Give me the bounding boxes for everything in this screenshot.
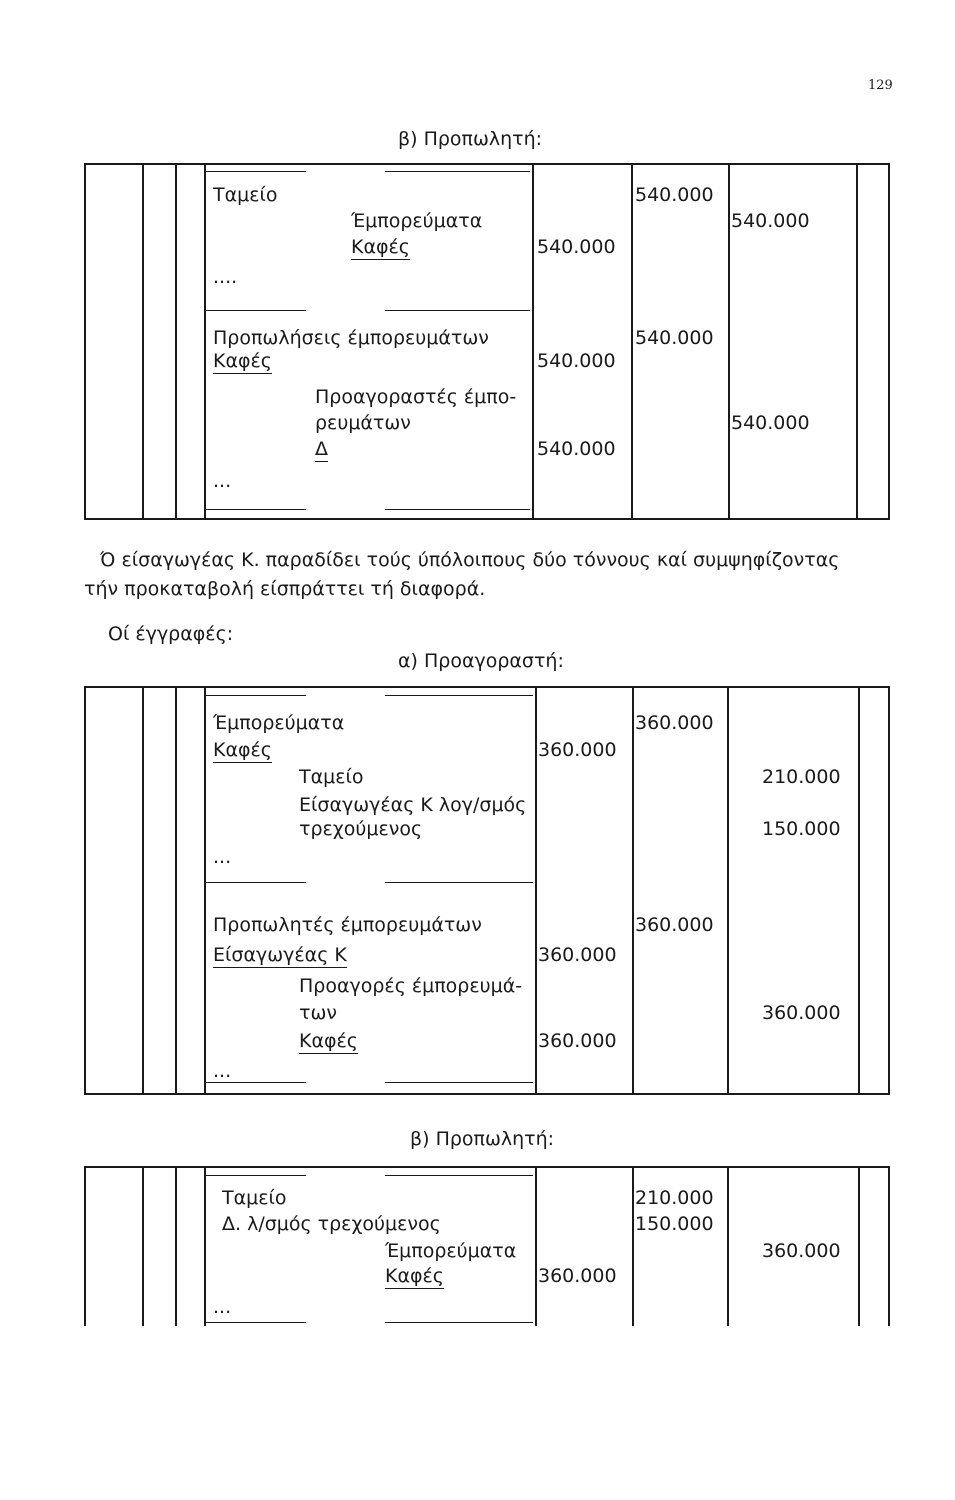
debit-amount: 540.000 — [635, 184, 714, 206]
col-line — [142, 1166, 144, 1326]
ellipsis: ... — [213, 1296, 232, 1318]
page-number: 129 — [868, 78, 893, 93]
col-line — [204, 1166, 206, 1326]
col-line — [142, 686, 144, 1095]
entry-separator — [385, 1082, 533, 1083]
sub-amount: 540.000 — [537, 236, 616, 258]
ellipsis: .... — [213, 266, 238, 288]
sub-account: Καφές — [213, 350, 272, 372]
col-line — [84, 1166, 86, 1326]
credit-amount: 150.000 — [762, 818, 841, 840]
sub-amount: 540.000 — [537, 350, 616, 372]
entry-separator — [206, 310, 306, 311]
ellipsis: ... — [213, 470, 232, 492]
entry-separator — [385, 1175, 533, 1176]
debit-account: Δ. λ/σμός τρεχούμενος — [222, 1213, 441, 1235]
col-line — [204, 686, 206, 1095]
debit-amount: 540.000 — [635, 327, 714, 349]
credit-amount: 540.000 — [731, 210, 810, 232]
col-line — [632, 686, 634, 1095]
col-line — [175, 1166, 177, 1326]
sub-account: Είσαγωγέας Κ — [213, 944, 347, 966]
entry-separator — [206, 171, 306, 172]
credit-account: Έμπορεύματα — [385, 1240, 517, 1262]
col-line — [175, 686, 177, 1095]
sub-amount: 360.000 — [538, 1030, 617, 1052]
credit-account-line2: των — [299, 1002, 337, 1024]
col-line — [888, 1166, 890, 1326]
entry-separator — [385, 1322, 533, 1323]
credit-amount: 540.000 — [731, 412, 810, 434]
debit-amount: 210.000 — [635, 1187, 714, 1209]
credit-sub-account: Καφές — [385, 1265, 444, 1287]
credit-amount: 360.000 — [762, 1240, 841, 1262]
credit-account-line1: Προαγορές έμπορευμά- — [299, 975, 523, 997]
credit-sub-account: Καφές — [299, 1030, 358, 1052]
credit-account-line1: Είσαγωγέας Κ λογ/σμός — [299, 794, 527, 816]
debit-amount: 150.000 — [635, 1213, 714, 1235]
debit-account: Έμπορεύματα — [213, 712, 345, 734]
entry-separator — [206, 1082, 306, 1083]
col-line — [204, 163, 206, 520]
section-heading-b2: β) Προπωλητή: — [410, 1128, 555, 1150]
entry-separator — [206, 1175, 306, 1176]
entry-separator — [385, 882, 533, 883]
sub-account: Καφές — [213, 739, 272, 761]
sub-amount: 360.000 — [538, 739, 617, 761]
col-line — [535, 686, 537, 1095]
debit-account: Ταμείο — [213, 184, 278, 206]
credit-account: Ταμείο — [299, 766, 364, 788]
col-line — [728, 163, 730, 520]
entry-separator — [206, 1322, 306, 1323]
credit-amount: 360.000 — [762, 1002, 841, 1024]
sub-amount: 360.000 — [538, 1265, 617, 1287]
credit-account-line1: Προαγοραστές έμπο- — [315, 386, 517, 408]
ellipsis: ... — [213, 1060, 232, 1082]
section-heading-a: α) Προαγοραστή: — [398, 650, 564, 672]
entries-label: Οί έγγραφές: — [108, 623, 234, 645]
credit-amount: 210.000 — [762, 766, 841, 788]
col-line — [142, 163, 144, 520]
entry-separator — [385, 509, 530, 510]
col-line — [84, 163, 86, 520]
ellipsis: ... — [213, 846, 232, 868]
paragraph-line: Ό είσαγωγέας Κ. παραδίδει τούς ύπόλοιπους δύο τόννους καί συμψηφίζοντας — [100, 549, 840, 571]
credit-account-line2: τρεχούμενος — [299, 818, 423, 840]
col-line — [888, 686, 890, 1095]
credit-sub-account: Δ — [315, 438, 328, 460]
col-line — [888, 163, 890, 520]
entry-separator — [206, 509, 306, 510]
credit-account: Έμπορεύματα — [351, 210, 483, 232]
debit-account: Προπωλητές έμπορευμάτων — [213, 914, 482, 936]
col-line — [535, 1166, 537, 1326]
debit-amount: 360.000 — [635, 914, 714, 936]
col-line — [532, 163, 534, 520]
debit-amount: 360.000 — [635, 712, 714, 734]
col-line — [727, 686, 729, 1095]
entry-separator — [206, 882, 306, 883]
col-line — [858, 1166, 860, 1326]
col-line — [175, 163, 177, 520]
debit-account: Ταμείο — [222, 1187, 287, 1209]
col-line — [84, 686, 86, 1095]
col-line — [632, 1166, 634, 1326]
sub-amount: 360.000 — [538, 944, 617, 966]
entry-separator — [385, 310, 530, 311]
debit-account: Προπωλήσεις έμπορευμάτων — [213, 327, 489, 349]
sub-amount: 540.000 — [537, 438, 616, 460]
paragraph-line: τήν προκαταβολή είσπράττει τή διαφορά. — [84, 578, 486, 600]
col-line — [856, 163, 858, 520]
entry-separator — [206, 695, 306, 696]
col-line — [858, 686, 860, 1095]
entry-separator — [385, 171, 530, 172]
entry-separator — [385, 695, 533, 696]
credit-account-line2: ρευμάτων — [315, 412, 411, 434]
col-line — [727, 1166, 729, 1326]
sub-account: Καφές — [351, 236, 410, 258]
col-line — [631, 163, 633, 520]
section-heading-b1: β) Προπωλητή: — [398, 128, 543, 150]
